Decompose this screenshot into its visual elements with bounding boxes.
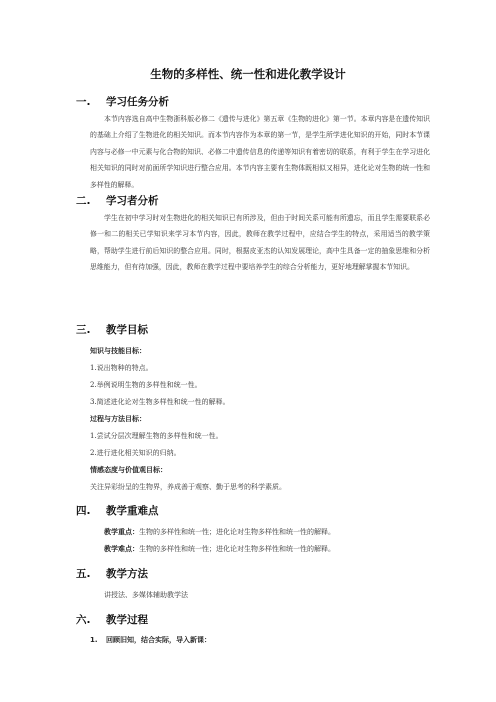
objective-item: 2.进行进化相关知识的归纳。 bbox=[90, 449, 181, 457]
objective-item: 1.说出物种的特点。 bbox=[90, 364, 153, 372]
difficult-point-label: 教学难点： bbox=[104, 545, 139, 553]
key-point-text: 生物的多样性和统一性；进化论对生物多样性和统一性的解释。 bbox=[139, 528, 335, 536]
objective-item: 2.举例说明生物的多样性和统一性。 bbox=[90, 381, 202, 389]
difficult-point-row bbox=[104, 544, 335, 554]
objective-item: 3.简述进化论对生物多样性和统一性的解释。 bbox=[90, 398, 230, 406]
key-point-row bbox=[104, 527, 335, 537]
section-paragraph-2: 学生在初中学习时对生物进化的相关知识已有所涉及，但由于时间关系可能有所遗忘，而且学生需要联系必修一和二的相关已学知识来学习本节内容，因此，教师在教学过程中，应结合学生的特点，采用适当的教学策略，帮助学生进行前后知识的整合应用。同时，根据皮亚杰的认知发展理论，高中生具备一定的抽象思维和分析思维能力，但有待加强，因此，教师在教学过程中要培养学生的综合分析能力，更好地理解掌握本节知识。 bbox=[90, 214, 430, 272]
section-heading-3 bbox=[76, 322, 148, 337]
difficult-point-text: 生物的多样性和统一性；进化论对生物多样性和统一性的解释。 bbox=[139, 545, 335, 553]
section-heading-2 bbox=[76, 193, 159, 208]
section-number: 四. bbox=[76, 505, 91, 517]
process-step-1 bbox=[90, 635, 211, 645]
step-text: 回顾旧知，结合实际，导入新课： bbox=[106, 636, 211, 644]
section-title: 教学过程 bbox=[106, 614, 148, 626]
section-number: 一. bbox=[76, 96, 91, 108]
objective-group-label: 情感态度与价值观目标： bbox=[90, 466, 167, 474]
section-number: 五. bbox=[76, 568, 91, 580]
section-heading-6 bbox=[76, 612, 148, 627]
section-title: 教学目标 bbox=[106, 324, 148, 336]
section-title: 教学重难点 bbox=[106, 505, 159, 517]
section-number: 六. bbox=[76, 614, 91, 626]
section-number: 三. bbox=[76, 324, 91, 336]
step-number: 1. bbox=[90, 636, 98, 644]
objective-group-label: 知识与技能目标： bbox=[90, 347, 146, 355]
key-point-label: 教学重点： bbox=[104, 528, 139, 536]
section-heading-5 bbox=[76, 566, 148, 581]
section-heading-1 bbox=[76, 94, 169, 109]
objective-group-label: 过程与方法目标： bbox=[90, 415, 146, 423]
objective-item: 1.尝试分层次理解生物的多样性和统一性。 bbox=[90, 432, 223, 440]
document-title: 生物的多样性、统一性和进化教学设计 bbox=[150, 67, 346, 81]
section-paragraph-1: 本节内容选自高中生物浙科版必修二《遗传与进化》第五章《生物的进化》第一节。本章内容是在遗传知识的基础上介绍了生物进化的相关知识。而本节内容作为本章的第一节，是学生所学进化知识的开始，同时本节课内容与必修一中元素与化合物的知识、必修二中遗传信息的传递等知识有着密切的联系，有利于学生在学习进化相关知识的同时对前面所学知识进行整合应用。本节内容主要有生物体既相似又相异，进化论对生物的统一性和多样性的解释。 bbox=[90, 115, 430, 189]
teaching-method-text: 讲授法、多媒体辅助教学法 bbox=[104, 591, 188, 599]
objective-item: 关注异彩纷呈的生物界，养成善于观察、勤于思考的科学素质。 bbox=[90, 483, 286, 491]
section-heading-4 bbox=[76, 503, 159, 518]
section-number: 二. bbox=[76, 195, 91, 207]
section-title: 学习者分析 bbox=[106, 195, 159, 207]
section-title: 教学方法 bbox=[106, 568, 148, 580]
section-title: 学习任务分析 bbox=[106, 96, 169, 108]
